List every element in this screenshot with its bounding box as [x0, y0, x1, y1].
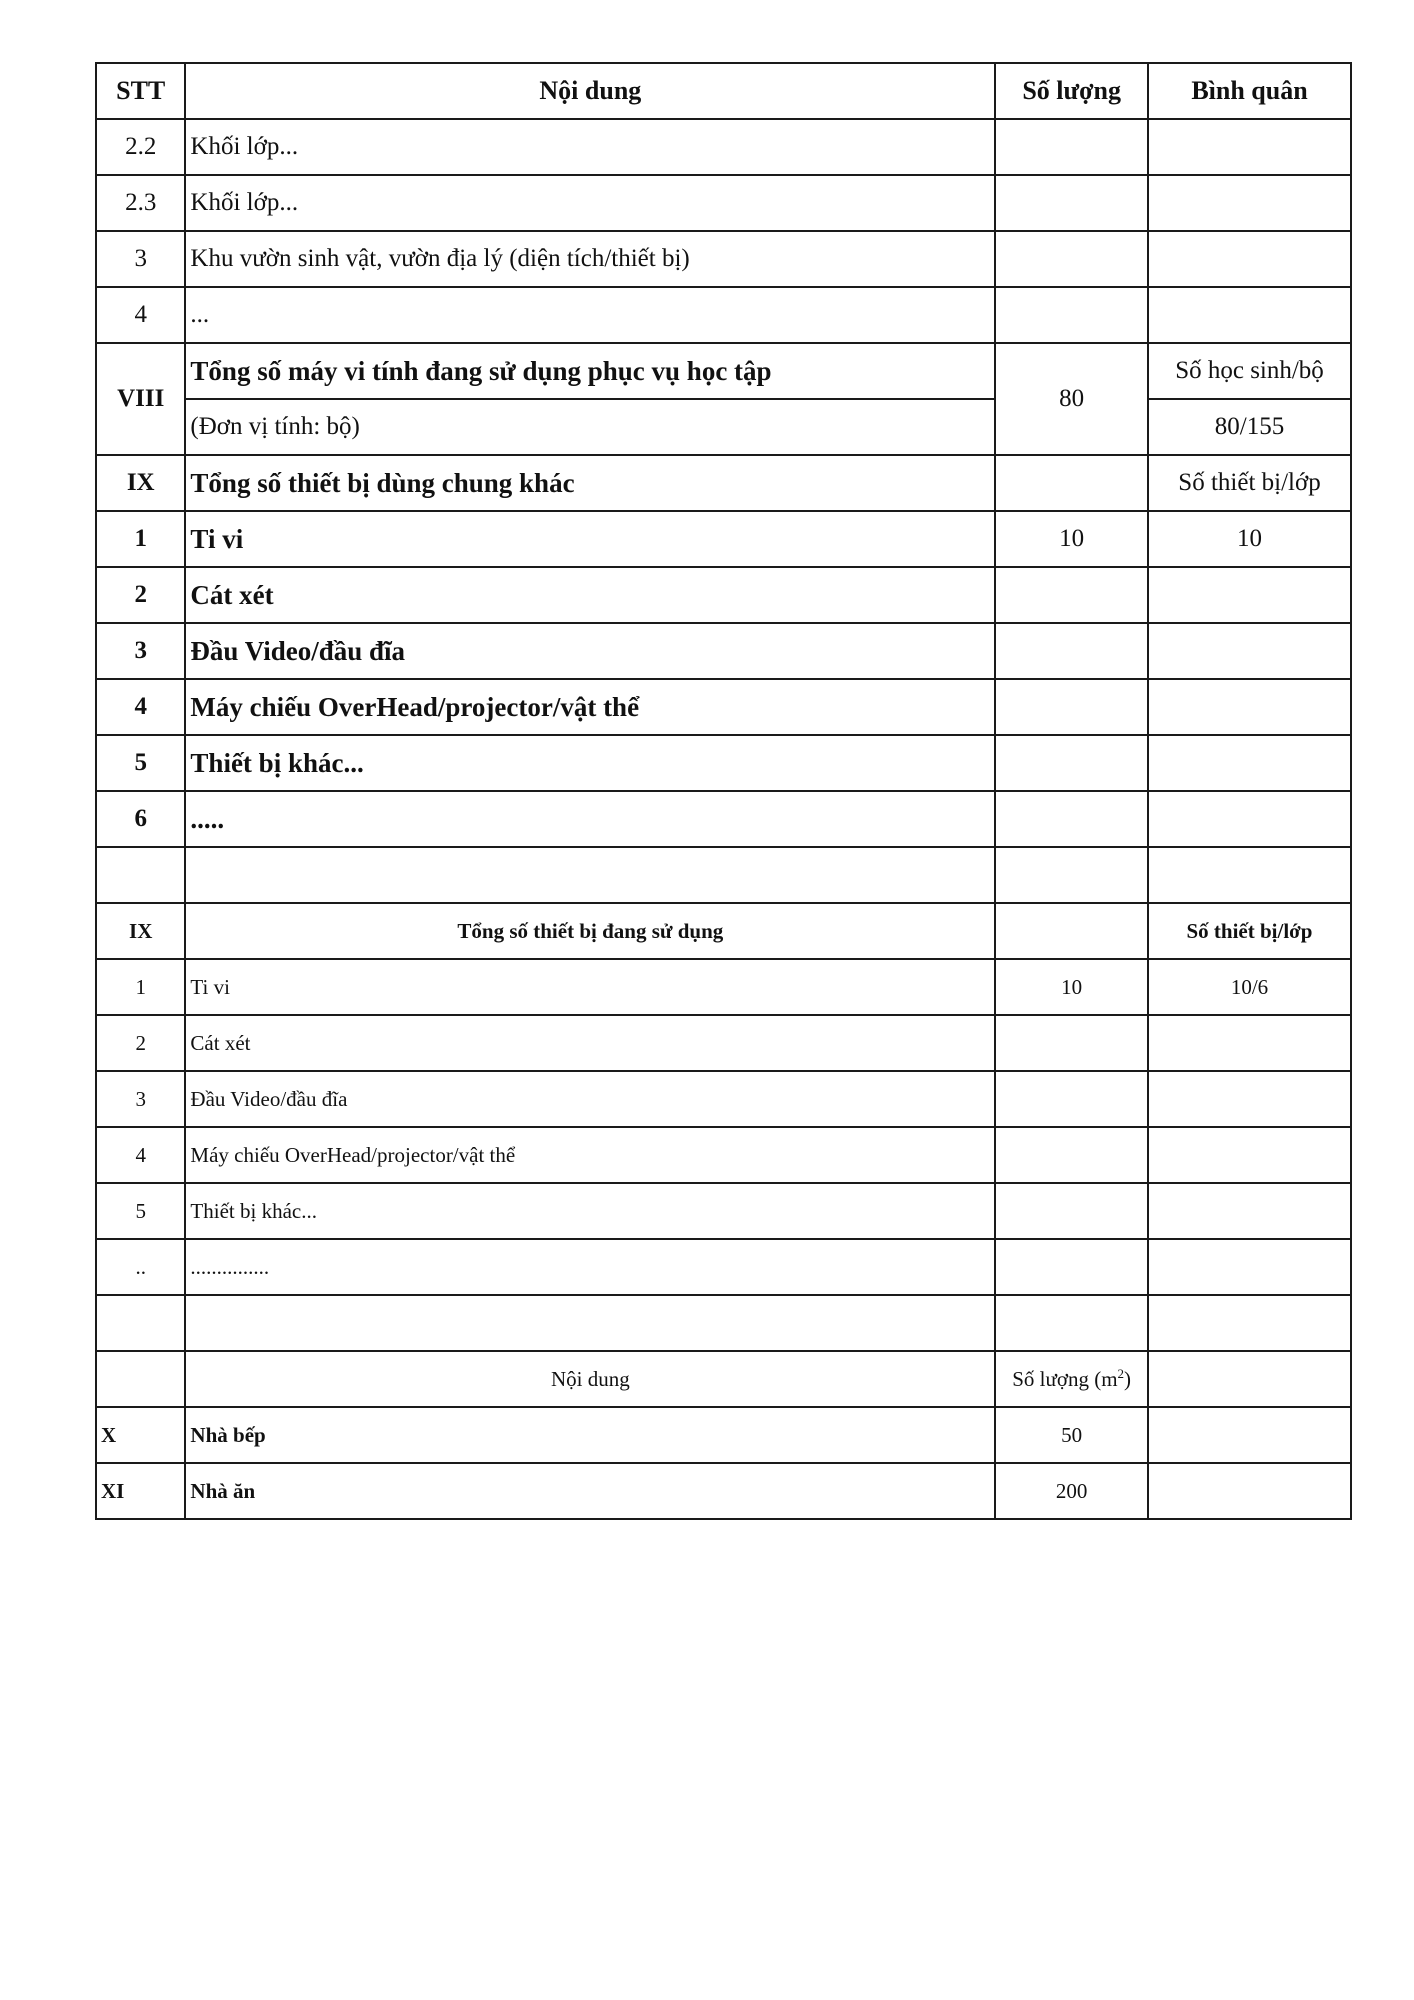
- stt-cell: 4: [96, 679, 185, 735]
- equipment-table: [95, 62, 1352, 1520]
- quantity-cell: [995, 1239, 1148, 1295]
- section-title: Tổng số thiết bị dùng chung khác: [185, 455, 995, 511]
- content-cell: Ti vi: [185, 511, 995, 567]
- stt-cell: XI: [96, 1463, 185, 1519]
- stt-cell: IX: [96, 903, 185, 959]
- table-row: [96, 735, 1351, 791]
- table-row: [96, 567, 1351, 623]
- quantity-cell: [995, 455, 1148, 511]
- table-row: [96, 1127, 1351, 1183]
- content-cell: Thiết bị khác...: [185, 735, 995, 791]
- content-cell: ...: [185, 287, 995, 343]
- computers-title: Tổng số máy vi tính đang sử dụng phục vụ học tập: [185, 343, 995, 399]
- table-row: [96, 1015, 1351, 1071]
- computers-unit-row: [96, 399, 1351, 455]
- stt-cell: 6: [96, 791, 185, 847]
- table-row: [96, 231, 1351, 287]
- quantity-cell: [995, 231, 1148, 287]
- table-row: [96, 959, 1351, 1015]
- table-row: [96, 175, 1351, 231]
- average-cell: [1148, 679, 1351, 735]
- quantity-cell: 10: [995, 959, 1148, 1015]
- average-cell: [1148, 1071, 1351, 1127]
- table-row: [96, 623, 1351, 679]
- average-cell: [1148, 1127, 1351, 1183]
- average-cell: 10/6: [1148, 959, 1351, 1015]
- average-cell: [1148, 1463, 1351, 1519]
- table-row: [96, 1239, 1351, 1295]
- area-header-row: [96, 1351, 1351, 1407]
- stt-cell: 2.3: [96, 175, 185, 231]
- stt-cell: 5: [96, 735, 185, 791]
- table-row: [96, 1183, 1351, 1239]
- stt-cell: X: [96, 1407, 185, 1463]
- table-row: [96, 119, 1351, 175]
- quantity-cell: [995, 791, 1148, 847]
- stt-cell: 3: [96, 623, 185, 679]
- section-header-row: [96, 903, 1351, 959]
- section-header-row: [96, 455, 1351, 511]
- average-cell: 10: [1148, 511, 1351, 567]
- quantity-cell: [995, 679, 1148, 735]
- content-cell: Thiết bị khác...: [185, 1183, 995, 1239]
- area-content-label: Nội dung: [185, 1351, 995, 1407]
- empty-row: [96, 847, 1351, 903]
- content-cell: Đầu Video/đầu đĩa: [185, 1071, 995, 1127]
- average-cell: [1148, 1015, 1351, 1071]
- average-cell: [1148, 1183, 1351, 1239]
- content-cell: Đầu Video/đầu đĩa: [185, 623, 995, 679]
- content-cell: Khu vườn sinh vật, vườn địa lý (diện tích/thiết bị): [185, 231, 995, 287]
- table-row: [96, 791, 1351, 847]
- content-cell: Máy chiếu OverHead/projector/vật thể: [185, 679, 995, 735]
- quantity-cell: [995, 1127, 1148, 1183]
- stt-cell: 5: [96, 1183, 185, 1239]
- table-row: [96, 511, 1351, 567]
- stt-cell: 2: [96, 567, 185, 623]
- content-cell: Nhà bếp: [185, 1407, 995, 1463]
- section-avg-label: Số thiết bị/lớp: [1148, 903, 1351, 959]
- quantity-cell: [995, 735, 1148, 791]
- quantity-cell: [995, 1071, 1148, 1127]
- table-row: [96, 1463, 1351, 1519]
- content-cell: Cát xét: [185, 1015, 995, 1071]
- quantity-cell: 200: [995, 1463, 1148, 1519]
- quantity-cell: [995, 175, 1148, 231]
- header-row: [96, 63, 1351, 119]
- stt-cell: 1: [96, 511, 185, 567]
- stt-cell: 1: [96, 959, 185, 1015]
- header-stt: STT: [96, 63, 185, 119]
- table-row: [96, 1407, 1351, 1463]
- stt-cell: ..: [96, 1239, 185, 1295]
- quantity-cell: [995, 623, 1148, 679]
- stt-cell: 2.2: [96, 119, 185, 175]
- average-cell: [1148, 791, 1351, 847]
- average-cell: [1148, 1351, 1351, 1407]
- content-cell: Ti vi: [185, 959, 995, 1015]
- average-cell: [1148, 231, 1351, 287]
- section-title: Tổng số thiết bị đang sử dụng: [185, 903, 995, 959]
- content-cell: Nhà ăn: [185, 1463, 995, 1519]
- stt-cell: 3: [96, 231, 185, 287]
- header-quantity: Số lượng: [995, 63, 1148, 119]
- stt-cell: 2: [96, 1015, 185, 1071]
- content-cell: .....: [185, 791, 995, 847]
- average-cell: [1148, 735, 1351, 791]
- average-cell: [1148, 175, 1351, 231]
- quantity-cell: [995, 567, 1148, 623]
- content-cell: Máy chiếu OverHead/projector/vật thể: [185, 1127, 995, 1183]
- table-row: [96, 287, 1351, 343]
- stt-cell: VIII: [96, 343, 185, 455]
- quantity-cell: [995, 1015, 1148, 1071]
- section-avg-label: Số thiết bị/lớp: [1148, 455, 1351, 511]
- table-row: [96, 1071, 1351, 1127]
- quantity-cell: [995, 903, 1148, 959]
- computers-quantity: 80: [995, 343, 1148, 455]
- quantity-cell: [995, 1183, 1148, 1239]
- area-quantity-label: Số lượng $(m^2)$: [995, 1351, 1148, 1407]
- average-cell: [1148, 119, 1351, 175]
- quantity-cell: 50: [995, 1407, 1148, 1463]
- content-cell: Cát xét: [185, 567, 995, 623]
- content-cell: ...............: [185, 1239, 995, 1295]
- stt-cell: 4: [96, 287, 185, 343]
- content-cell: Khối lớp...: [185, 175, 995, 231]
- stt-cell: IX: [96, 455, 185, 511]
- stt-cell: 4: [96, 1127, 185, 1183]
- stt-cell: [96, 1351, 185, 1407]
- average-cell: [1148, 287, 1351, 343]
- average-cell: [1148, 1239, 1351, 1295]
- average-cell: [1148, 623, 1351, 679]
- empty-row: [96, 1295, 1351, 1351]
- average-cell: [1148, 567, 1351, 623]
- computers-row: [96, 343, 1351, 399]
- stt-cell: 3: [96, 1071, 185, 1127]
- computers-unit: (Đơn vị tính: bộ): [185, 399, 995, 455]
- computers-avg-label: Số học sinh/bộ: [1148, 343, 1351, 399]
- quantity-cell: [995, 119, 1148, 175]
- average-cell: [1148, 1407, 1351, 1463]
- content-cell: Khối lớp...: [185, 119, 995, 175]
- header-average: Bình quân: [1148, 63, 1351, 119]
- header-content: Nội dung: [185, 63, 995, 119]
- table-row: [96, 679, 1351, 735]
- computers-avg-value: 80/155: [1148, 399, 1351, 455]
- quantity-cell: [995, 287, 1148, 343]
- quantity-cell: 10: [995, 511, 1148, 567]
